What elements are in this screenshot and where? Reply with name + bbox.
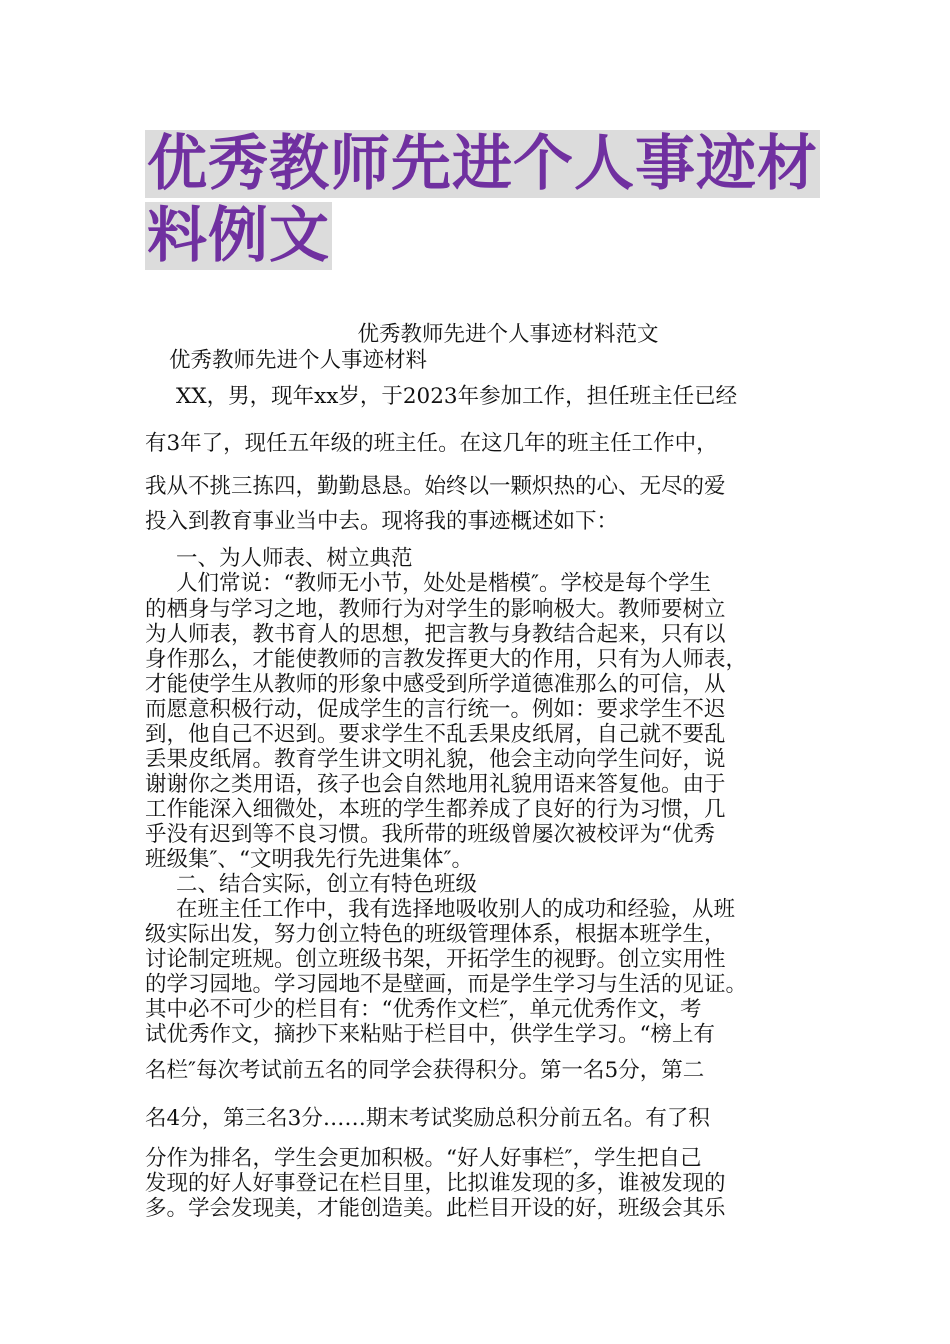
body-line: 谢谢你之类用语，孩子也会自然地用礼貌用语来答复他。由于 <box>145 772 726 797</box>
body-line: 的学习园地。学习园地不是壁画，而是学生学习与生活的见证。 <box>145 972 748 997</box>
body-line: 一、为人师表、树立典范 <box>176 546 413 571</box>
document-title <box>145 129 818 271</box>
body-line: 有3年了，现任五年级的班主任。在这几年的班主任工作中， <box>145 431 718 456</box>
body-line: 级实际出发，努力创立特色的班级管理体系，根据本班学生， <box>145 922 726 947</box>
body-line: 二、结合实际，创立有特色班级 <box>176 872 478 897</box>
body-line: 我从不挑三拣四，勤勤恳恳。始终以一颗炽热的心、无尽的爱 <box>145 474 726 499</box>
body-line: 投入到教育事业当中去。现将我的事迹概述如下： <box>145 509 619 534</box>
body-line: 其中必不可少的栏目有：“优秀作文栏″，单元优秀作文，考 <box>145 997 702 1022</box>
body-line: 多。学会发现美，才能创造美。此栏目开设的好，班级会其乐 <box>145 1196 726 1221</box>
body-line: XX，男，现年xx岁，于2023年参加工作，担任班主任已经 <box>176 384 738 409</box>
body-line: 工作能深入细微处，本班的学生都养成了良好的行为习惯，几 <box>145 797 726 822</box>
body-line: 人们常说：“教师无小节，处处是楷模″。学校是每个学生 <box>176 571 712 596</box>
body-line: 名4分，第三名3分……期末考试奖励总积分前五名。有了积 <box>145 1106 710 1131</box>
body-line: 为人师表，教书育人的思想，把言教与身教结合起来，只有以 <box>145 622 726 647</box>
title-line-2: 料例文 <box>147 201 330 271</box>
title-line-1: 优秀教师先进个人事迹材 <box>147 129 818 199</box>
body-line: 试优秀作文，摘抄下来粘贴于栏目中，供学生学习。“榜上有 <box>145 1022 715 1047</box>
body-line: 乎没有迟到等不良习惯。我所带的班级曾屡次被校评为“优秀 <box>145 822 715 847</box>
body-line: 讨论制定班规。创立班级书架，开拓学生的视野。创立实用性 <box>145 947 726 972</box>
body-line: 丢果皮纸屑。教育学生讲文明礼貌，他会主动向学生问好，说 <box>145 747 726 772</box>
body-line: 班级集″、“文明我先行先进集体″。 <box>145 847 474 872</box>
body-line: 才能使学生从教师的形象中感受到所学道德准那么的可信，从 <box>145 672 726 697</box>
body-line: 发现的好人好事登记在栏目里，比拟谁发现的多，谁被发现的 <box>145 1171 726 1196</box>
body-line: 在班主任工作中，我有选择地吸收别人的成功和经验，从班 <box>176 897 736 922</box>
body-line: 身作那么，才能使教师的言教发挥更大的作用，只有为人师表， <box>145 647 748 672</box>
body-line: 而愿意积极行动，促成学生的言行统一。例如：要求学生不迟 <box>145 697 726 722</box>
subtitle: 优秀教师先进个人事迹材料范文 <box>357 322 659 347</box>
body-line: 到，他自己不迟到。要求学生不乱丢果皮纸屑，自己就不要乱 <box>145 722 726 747</box>
body-line: 分作为排名，学生会更加积极。“好人好事栏″，学生把自己 <box>145 1146 702 1171</box>
body-line: 的栖身与学习之地，教师行为对学生的影响极大。教师要树立 <box>145 597 726 622</box>
section-heading: 优秀教师先进个人事迹材料 <box>169 348 428 373</box>
body-line: 名栏″每次考试前五名的同学会获得积分。第一名5分，第二 <box>145 1058 705 1083</box>
